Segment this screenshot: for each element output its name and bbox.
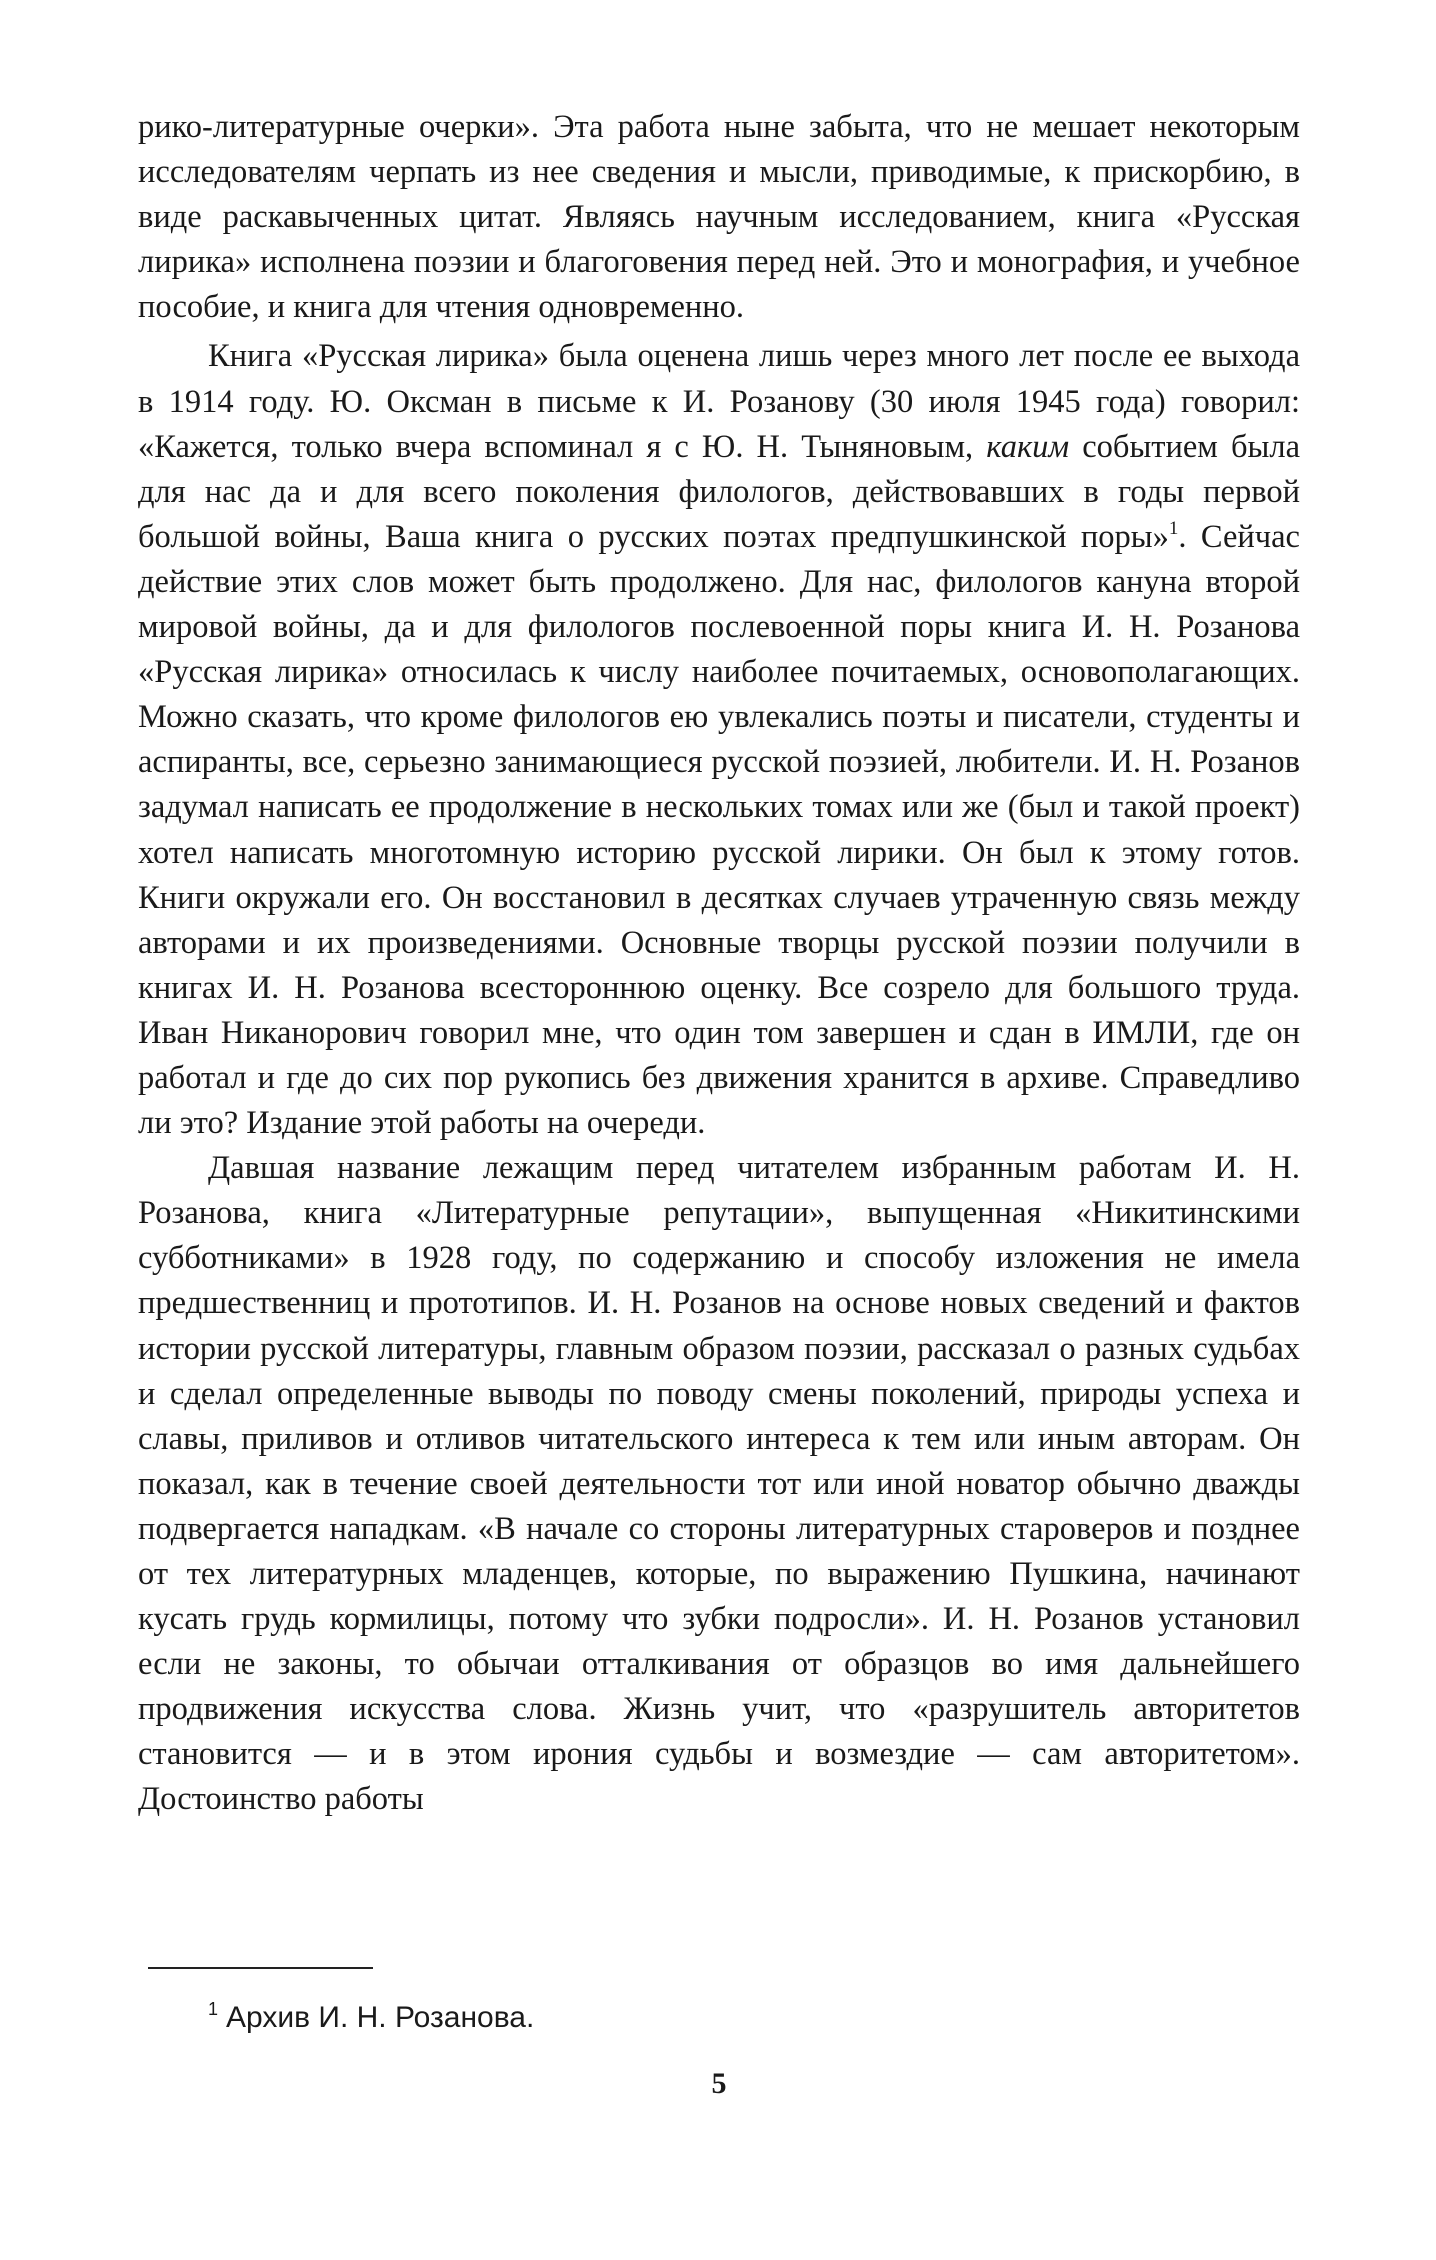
- paragraph-2-part-c: . Сейчас действие этих слов может быть продолжено. Для нас, филологов кануна второй мировой войны, да и для филологов послевоенной поры книга И. Н. Розанова «Русская лирика» относилась к числу наиболее почитаемых, основополагающих. Можно сказать, что кроме филологов ею увлекались поэты и писатели, студенты и аспиранты, все, серьезно занимающиеся русской поэзией, любители. И. Н. Розанов задумал написать ее продолжение в нескольких томах или же (был и такой проект) хотел написать многотомную историю русской лирики. Он был к этому готов. Книги окружали его. Он восстановил в десятках случаев утраченную связь между авторами и их произведениями. Основные творцы русской поэзии получили в книгах И. Н. Розанова всестороннюю оценку. Все созрело для большого труда. Иван Никанорович говорил мне, что один том завершен и сдан в ИМЛИ, где он работал и где до сих пор рукопись без движения хранится в архиве. Справедливо ли это? Издание этой работы на очереди.: [138, 518, 1300, 1142]
- footnote-reference: 1: [1168, 517, 1179, 539]
- paragraph-2-italic-word: каким: [986, 428, 1070, 465]
- book-page: [138, 105, 1300, 2255]
- paragraph-2-part-b: событием была для нас да и для всего поколения филологов, действовавших в годы первой большой войны, Ваша книга о русских поэтах предпушкинской поры»: [138, 428, 1300, 555]
- footnote-divider: [148, 1967, 373, 1969]
- footnote-text: Архив И. Н. Розанова.: [226, 2001, 535, 2034]
- page-number: 5: [711, 2067, 727, 2100]
- paragraph-3: Давшая название лежащим перед читателем избранным работам И. Н. Розанова, книга «Литературные репутации», выпущенная «Никитинскими субботниками» в 1928 году, по содержанию и способу изложения не имела предшественниц и прототипов. И. Н. Розанов на основе новых сведений и фактов истории русской литературы, главным образом поэзии, рассказал о разных судьбах и сделал определенные выводы по поводу смены поколений, природы успеха и славы, приливов и отливов читательского интереса к тем или иным авторам. Он показал, как в течение своей деятельности тот или иной новатор обычно дважды подвергается нападкам. «В начале со стороны литературных староверов и позднее от тех литературных младенцев, которые, по выражению Пушкина, начинают кусать грудь кормилицы, потому что зубки подросли». И. Н. Розанов установил если не законы, то обычаи отталкивания от образцов во имя дальнейшего продвижения искусства слова. Жизнь учит, что «разрушитель авторитетов становится — и в этом ирония судьбы и возмездие — сам авторитетом». Достоинство работы: [138, 1150, 1300, 1818]
- paragraph-2: [138, 334, 1300, 1146]
- footnote-marker: 1: [208, 1999, 219, 2019]
- footnote: [208, 1989, 534, 2038]
- paragraph-1: рико-литературные очерки». Эта работа ныне забыта, что не мешает некоторым исследователям черпать из нее сведения и мысли, приводимые, к прискорбию, в виде раскавыченных цитат. Являясь научным исследованием, книга «Русская лирика» исполнена поэзии и благоговения перед ней. Это и монография, и учебное пособие, и книга для чтения одновременно.: [138, 109, 1300, 326]
- body-text: [138, 105, 1300, 1823]
- paragraph-2-part-a: Книга «Русская лирика» была оценена лишь через много лет после ее выхода в 1914 году. Ю. Оксман в письме к И. Розанову (30 июля 1945 года) говорил: «Кажется, только вчера вспоминал я с Ю. Н. Тыняновым,: [138, 338, 1300, 465]
